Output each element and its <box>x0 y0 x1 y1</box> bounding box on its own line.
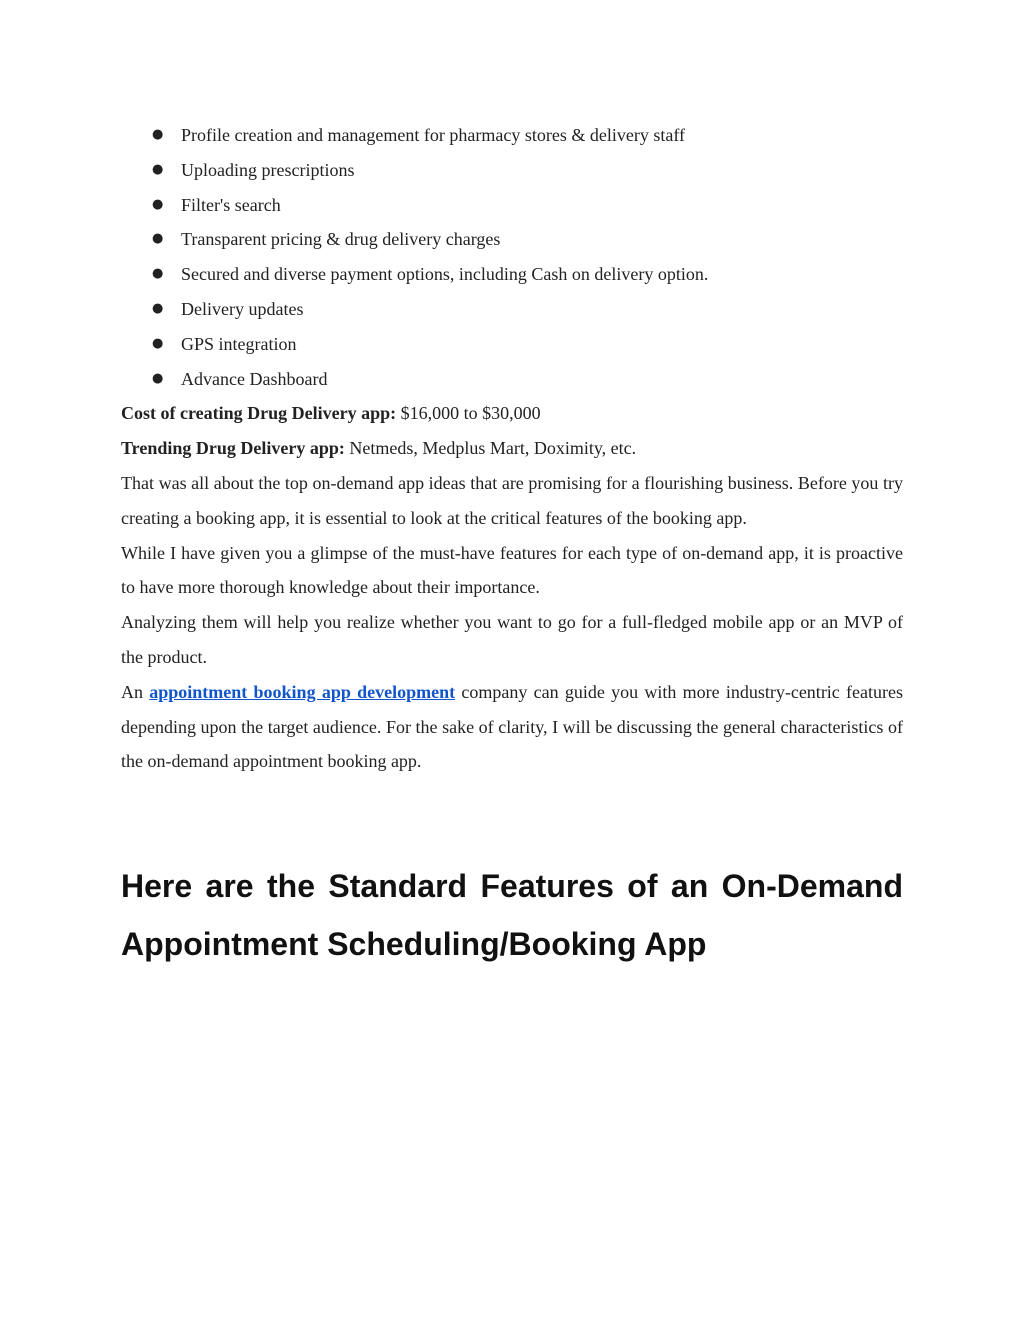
list-item: ● GPS integration <box>121 327 903 362</box>
bullet-icon: ● <box>152 127 164 142</box>
intro-paragraph: That was all about the top on-demand app ideas that are promising for a flourishing business. Before you try creating a booking app, it is essential to look at the critical features of the booking app. <box>121 472 903 528</box>
bullet-icon: ● <box>152 370 164 386</box>
section-heading: Here are the Standard Features of an On-Demand Appointment Scheduling/Booking App <box>121 868 903 963</box>
bullet-icon: ● <box>152 335 164 351</box>
guidance-paragraph: An appointment booking app development company can guide you with more industry-centric features depending upon the target audience. For the sake of clarity, I will be discussing the general characteristics of the on-demand appointment booking app. <box>121 681 904 772</box>
list-item: ● Advance Dashboard <box>121 362 903 397</box>
feature-bullet-list <box>121 118 903 396</box>
trending-value: Netmeds, Medplus Mart, Doximity, etc. <box>344 438 637 459</box>
document-page <box>121 118 903 973</box>
list-item: ● Transparent pricing & drug delivery charges <box>121 222 903 257</box>
bullet-icon: ● <box>152 161 164 177</box>
bullet-icon: ● <box>152 196 164 212</box>
bullet-icon: ● <box>152 266 164 282</box>
appointment-booking-link[interactable]: appointment booking app development <box>149 681 456 702</box>
cost-label: Cost of creating Drug Delivery app: <box>121 403 397 424</box>
glimpse-paragraph: While I have given you a glimpse of the must-have features for each type of on-demand app, it is proactive to have more thorough knowledge about their importance. <box>121 542 903 598</box>
list-item: ● Uploading prescriptions <box>121 153 903 188</box>
cost-line <box>121 396 903 431</box>
bullet-icon: ● <box>152 231 164 247</box>
cost-value: $16,000 to $30,000 <box>396 403 541 424</box>
bullet-icon: ● <box>152 300 164 316</box>
analysis-paragraph: Analyzing them will help you realize whether you want to go for a full-fledged mobile app or an MVP of the product. <box>121 612 903 667</box>
trending-label: Trending Drug Delivery app: <box>121 438 345 459</box>
trending-line <box>121 431 903 466</box>
list-item: ● Secured and diverse payment options, including Cash on delivery option. <box>121 257 903 292</box>
list-item: ● Filter's search <box>121 188 903 223</box>
list-item: ● Profile creation and management for pharmacy stores & delivery staff <box>121 118 903 153</box>
list-item: ● Delivery updates <box>121 292 903 327</box>
